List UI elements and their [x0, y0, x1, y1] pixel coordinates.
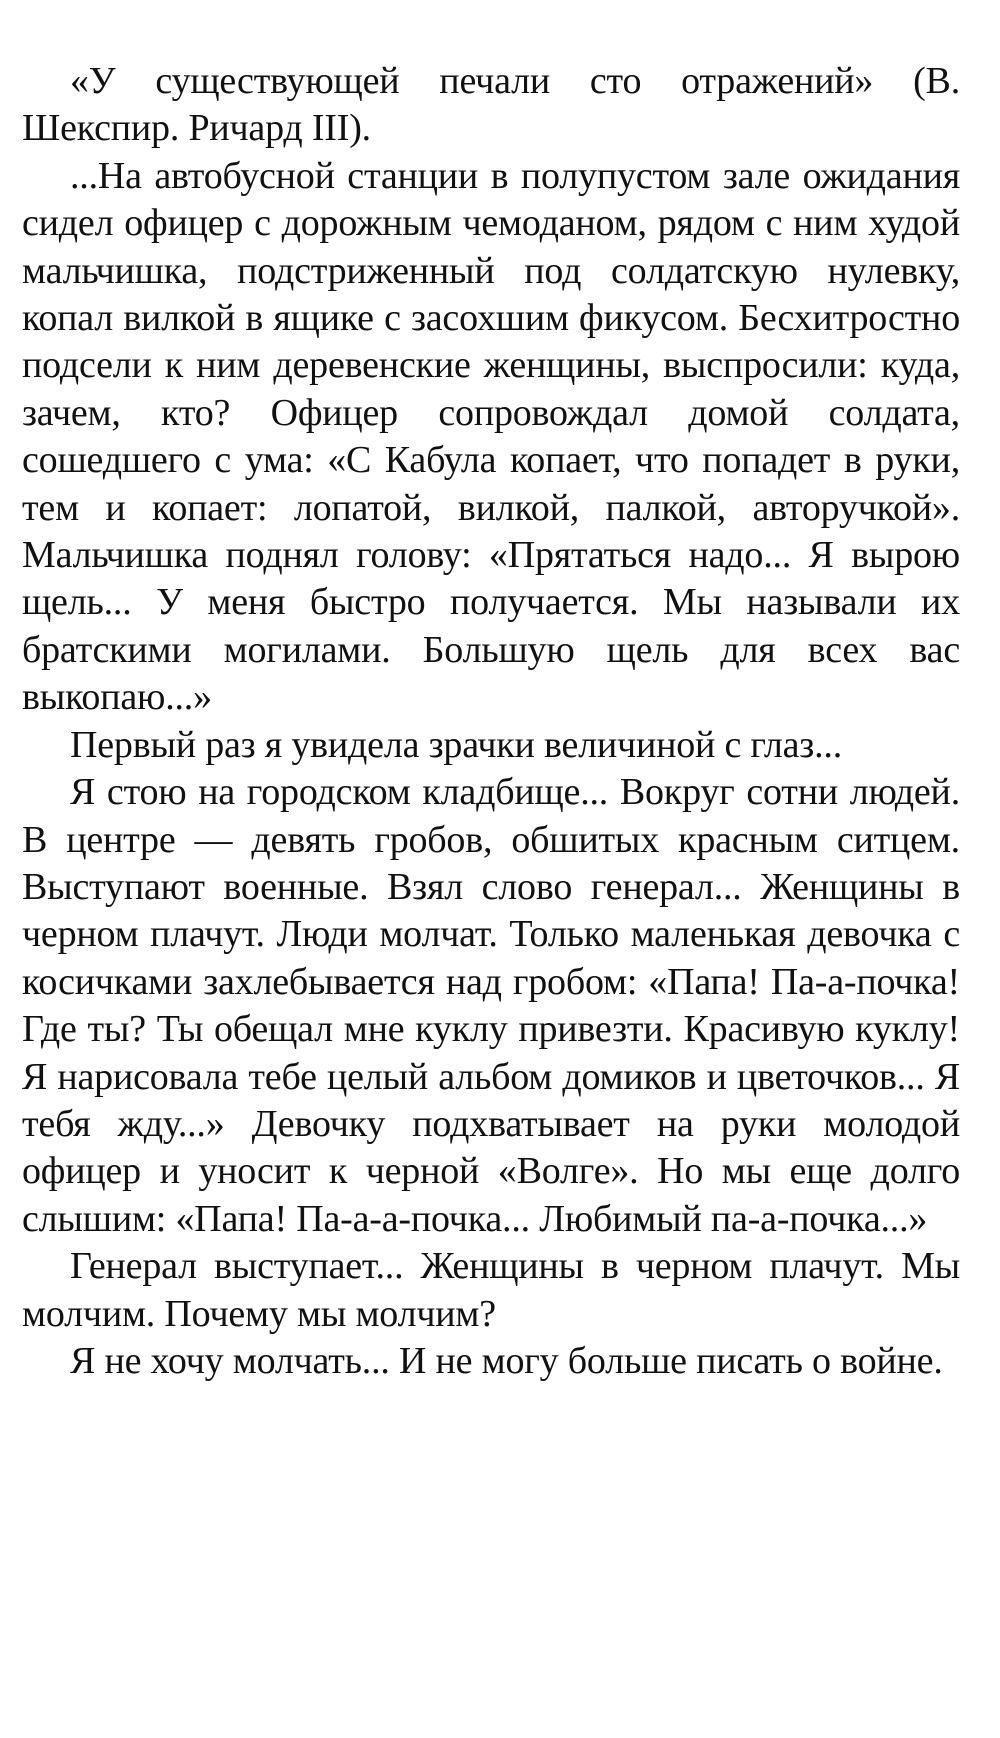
paragraph-closing: Я не хочу молчать... И не могу больше писать о войне. — [70, 1339, 943, 1382]
paragraph-epigraph: «У существующей печали сто отражений» (В. Шекспир. Ричард III). — [22, 60, 960, 150]
paragraph-general: Генерал выступает... Женщины в черном плачут. Мы молчим. Почему мы молчим? — [22, 1245, 960, 1335]
paragraph-cemetery: Я стою на городском кладбище... Вокруг сотни людей. В центре — девять гробов, обшитых красным ситцем. Выступают военные. Взял слово генерал... Женщины в черном плачут. Люди молчат. Только маленькая девочка с косичками захлебывается над гробом: «Папа! Па-а-почка! Где ты? Ты обещал мне куклу привезти. Красивую куклу! Я нарисовала тебе целый альбом домиков и цветочков... Я тебя жду...» Девочку подхватывает на руки молодой офицер и уносит к черной «Волге». Но мы еще долго слышим: «Папа! Па-а-а-почка... Любимый па-а-почка...» — [22, 771, 960, 1240]
paragraph-bus-station: ...На автобусной станции в полупустом зале ожидания сидел офицер с дорожным чемоданом, рядом с ним худой мальчишка, подстриженный под солдатскую нулевку, копал вилкой в ящике с засохшим фикусом. Бесхитростно подсели к ним деревенские женщины, выспросили: куда, зачем, кто? Офицер сопровождал домой солдата, сошедшего с ума: «С Кабула копает, что попадет в руки, тем и копает: лопатой, вилкой, палкой, авторучкой». Мальчишка поднял голову: «Прятаться надо... Я вырою щель... У меня быстро получается. Мы называли их братскими могилами. Большую щель для всех вас выкопаю...» — [22, 154, 960, 719]
paragraph-pupils: Первый раз я увидела зрачки величиной с глаз... — [70, 723, 843, 766]
document-page — [22, 58, 960, 1385]
